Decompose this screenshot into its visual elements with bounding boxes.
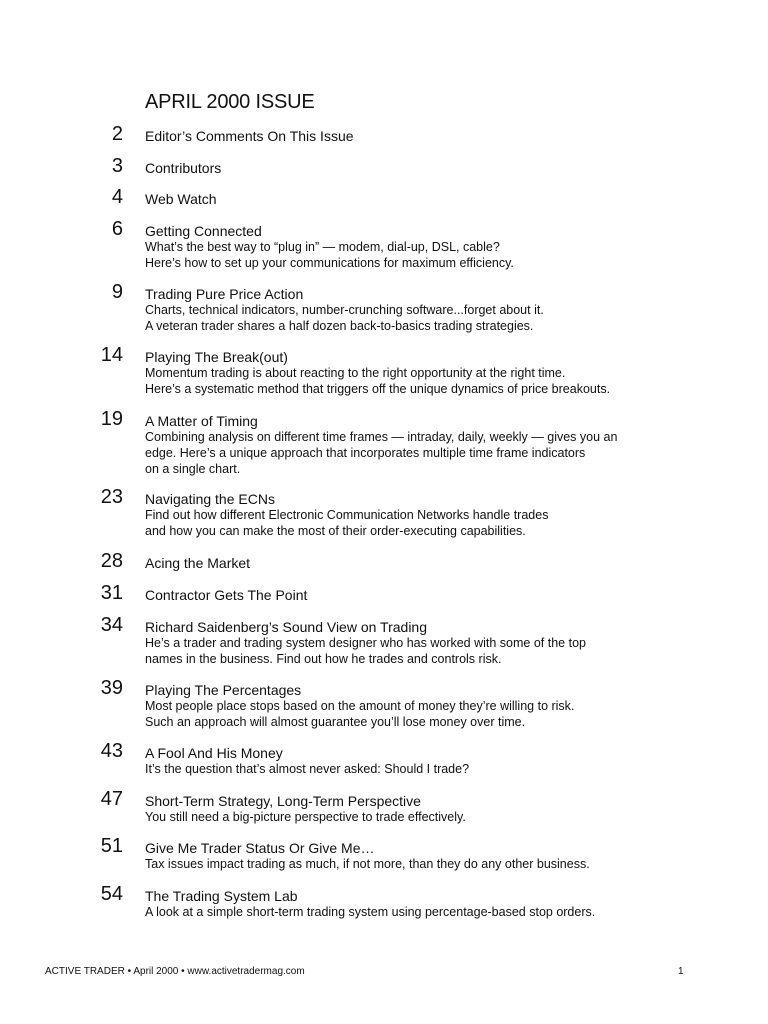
toc-article-title: A Matter of Timing [145, 413, 258, 429]
toc-entry-body [145, 191, 745, 207]
toc-article-description: It’s the question that’s almost never asked: Should I trade? [145, 762, 470, 776]
toc-page-number: 3 [111, 155, 123, 177]
footer-publication-line: ACTIVE TRADER • April 2000 • www.activetradermag.com [45, 966, 305, 977]
toc-entry-body [145, 619, 745, 667]
toc-article-title: Playing The Break(out) [145, 349, 288, 365]
toc-article-description: Most people place stops based on the amount of money they’re willing to risk. [145, 699, 575, 713]
toc-page-number: 54 [100, 883, 123, 905]
toc-entry-body [145, 223, 745, 271]
toc-entry-body [145, 840, 745, 872]
toc-article-description: He’s a trader and trading system designer who has worked with some of the top [145, 636, 586, 650]
toc-page-number: 28 [100, 550, 123, 572]
toc-page-number: 47 [100, 788, 123, 810]
toc-entry-body [145, 587, 745, 603]
toc-article-description: and how you can make the most of their order-executing capabilities. [145, 524, 526, 538]
toc-article-title: A Fool And His Money [145, 745, 283, 761]
toc-article-title: Getting Connected [145, 223, 262, 239]
toc-entry-body [145, 286, 745, 334]
toc-article-description: What’s the best way to “plug in” — modem, dial-up, DSL, cable? [145, 240, 500, 254]
toc-page-number: 6 [111, 218, 123, 240]
toc-article-description: Combining analysis on different time frames — intraday, daily, weekly — gives you an [145, 430, 618, 444]
toc-entry-body [145, 745, 745, 777]
toc-page-number: 9 [111, 281, 123, 303]
toc-article-title: Navigating the ECNs [145, 491, 275, 507]
footer-page-number: 1 [678, 966, 684, 977]
toc-article-description: Here’s how to set up your communications for maximum efficiency. [145, 256, 514, 270]
toc-article-title: Richard Saidenberg’s Sound View on Trading [145, 619, 428, 635]
toc-page-number: 43 [100, 740, 123, 762]
toc-entry-body [145, 555, 745, 571]
toc-article-title: Give Me Trader Status Or Give Me… [145, 840, 375, 856]
toc-article-title: Acing the Market [145, 555, 251, 571]
toc-article-title: Contributors [145, 160, 222, 176]
toc-article-description: Find out how different Electronic Communication Networks handle trades [145, 508, 549, 522]
toc-page-number: 39 [100, 677, 123, 699]
toc-page-number: 34 [100, 614, 123, 636]
toc-article-description: Momentum trading is about reacting to the right opportunity at the right time. [145, 366, 566, 380]
toc-article-description: Here’s a systematic method that triggers off the unique dynamics of price breakouts. [145, 382, 611, 396]
toc-entry-body [145, 888, 745, 920]
toc-entry-body [145, 128, 745, 144]
toc-article-title: Editor’s Comments On This Issue [145, 128, 354, 144]
toc-article-description: Charts, technical indicators, number-crunching software...forget about it. [145, 303, 544, 317]
toc-article-description: You still need a big-picture perspective to trade effectively. [145, 810, 466, 824]
toc-entry-body [145, 491, 745, 539]
toc-page-number: 51 [100, 835, 123, 857]
toc-page-number: 2 [111, 123, 123, 145]
toc-article-title: Trading Pure Price Action [145, 286, 304, 302]
toc-article-description: Tax issues impact trading as much, if not more, than they do any other business. [145, 857, 590, 871]
toc-entry-body [145, 160, 745, 176]
toc-article-description: A veteran trader shares a half dozen back-to-basics trading strategies. [145, 319, 534, 333]
toc-page-number: 23 [100, 486, 123, 508]
toc-article-title: Short-Term Strategy, Long-Term Perspective [145, 793, 421, 809]
toc-page-number: 19 [100, 408, 123, 430]
toc-entry-body [145, 793, 745, 825]
toc-article-description: edge. Here’s a unique approach that incorporates multiple time frame indicators [145, 446, 586, 460]
toc-page-number: 4 [111, 186, 123, 208]
toc-page-number: 31 [100, 582, 123, 604]
toc-article-description: on a single chart. [145, 462, 241, 476]
toc-article-title: Contractor Gets The Point [145, 587, 308, 603]
toc-article-description: A look at a simple short-term trading system using percentage-based stop orders. [145, 905, 596, 919]
toc-entry-body [145, 349, 745, 397]
toc-article-title: The Trading System Lab [145, 888, 298, 904]
toc-entry-body [145, 413, 745, 477]
toc-article-description: names in the business. Find out how he trades and controls risk. [145, 652, 502, 666]
toc-article-title: Web Watch [145, 191, 217, 207]
toc-article-description: Such an approach will almost guarantee you’ll lose money over time. [145, 715, 526, 729]
toc-article-title: Playing The Percentages [145, 682, 302, 698]
toc-page-number: 14 [100, 344, 123, 366]
toc-entry-body [145, 682, 745, 730]
issue-title: APRIL 2000 ISSUE [145, 91, 315, 113]
